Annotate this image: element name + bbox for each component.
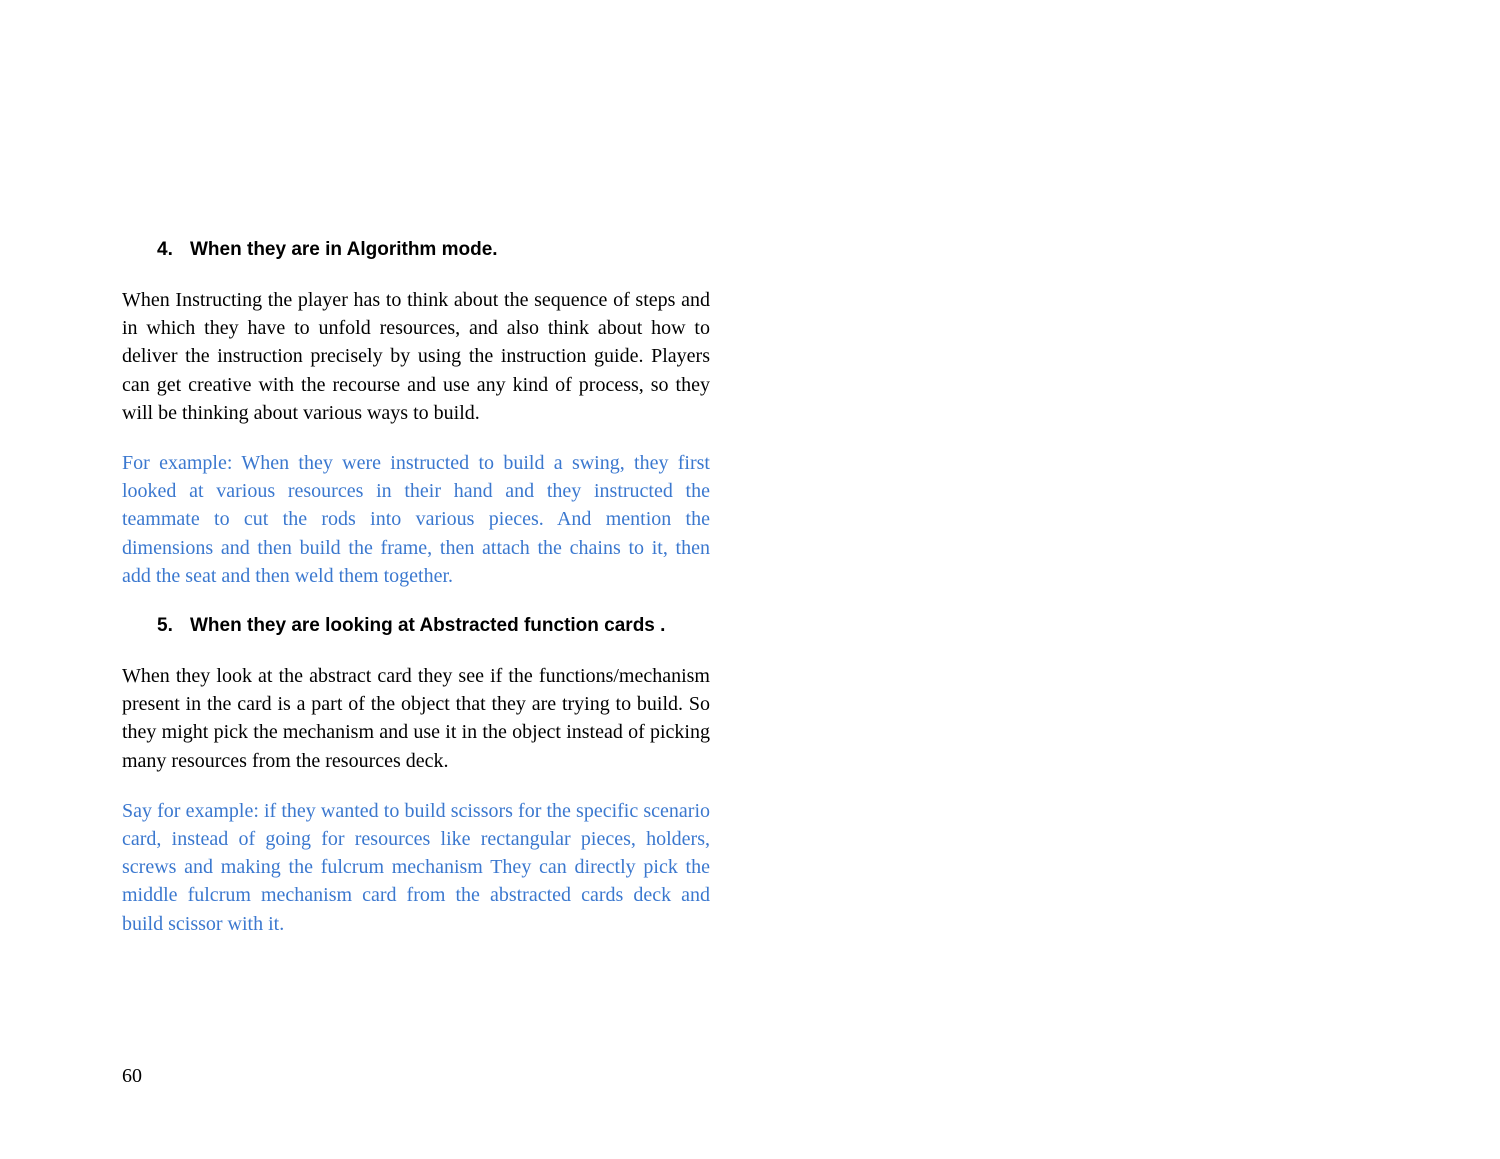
section-number-4: 4. xyxy=(157,239,173,260)
section-heading-5 xyxy=(122,612,710,640)
section-number-5: 5. xyxy=(157,615,173,637)
section-heading-4 xyxy=(122,236,710,264)
page-number: 60 xyxy=(122,1065,142,1087)
section-title-5: When they are looking at Abstracted function cards . xyxy=(190,615,666,637)
section-title-4: When they are in Algorithm mode. xyxy=(190,239,498,260)
section-body-5: When they look at the abstract card they see if the functions/mechanism present in the card is a part of the object that they are trying to build. So they might pick the mechanism and use it in the object instead of picking many resources from the resources deck. xyxy=(122,665,710,772)
section-body-4: When Instructing the player has to think about the sequence of steps and in which they have to unfold resources, and also think about how to deliver the instruction precisely by using the instruction guide. Players can get creative with the recourse and use any kind of process, so they will be thinking about various ways to build. xyxy=(122,289,710,424)
section-example-4: For example: When they were instructed to build a swing, they first looked at various resources in their hand and they instructed the teammate to cut the rods into various pieces. And mention the dimensions and then build the frame, then attach the chains to it, then add the seat and then weld them together. xyxy=(122,452,710,587)
text-column xyxy=(122,236,710,960)
section-example-5: Say for example: if they wanted to build scissors for the specific scenario card, instead of going for resources like rectangular pieces, holders, screws and making the fulcrum mechanism They can directly pick the middle fulcrum mechanism card from the abstracted cards deck and build scissor with it. xyxy=(122,799,710,935)
